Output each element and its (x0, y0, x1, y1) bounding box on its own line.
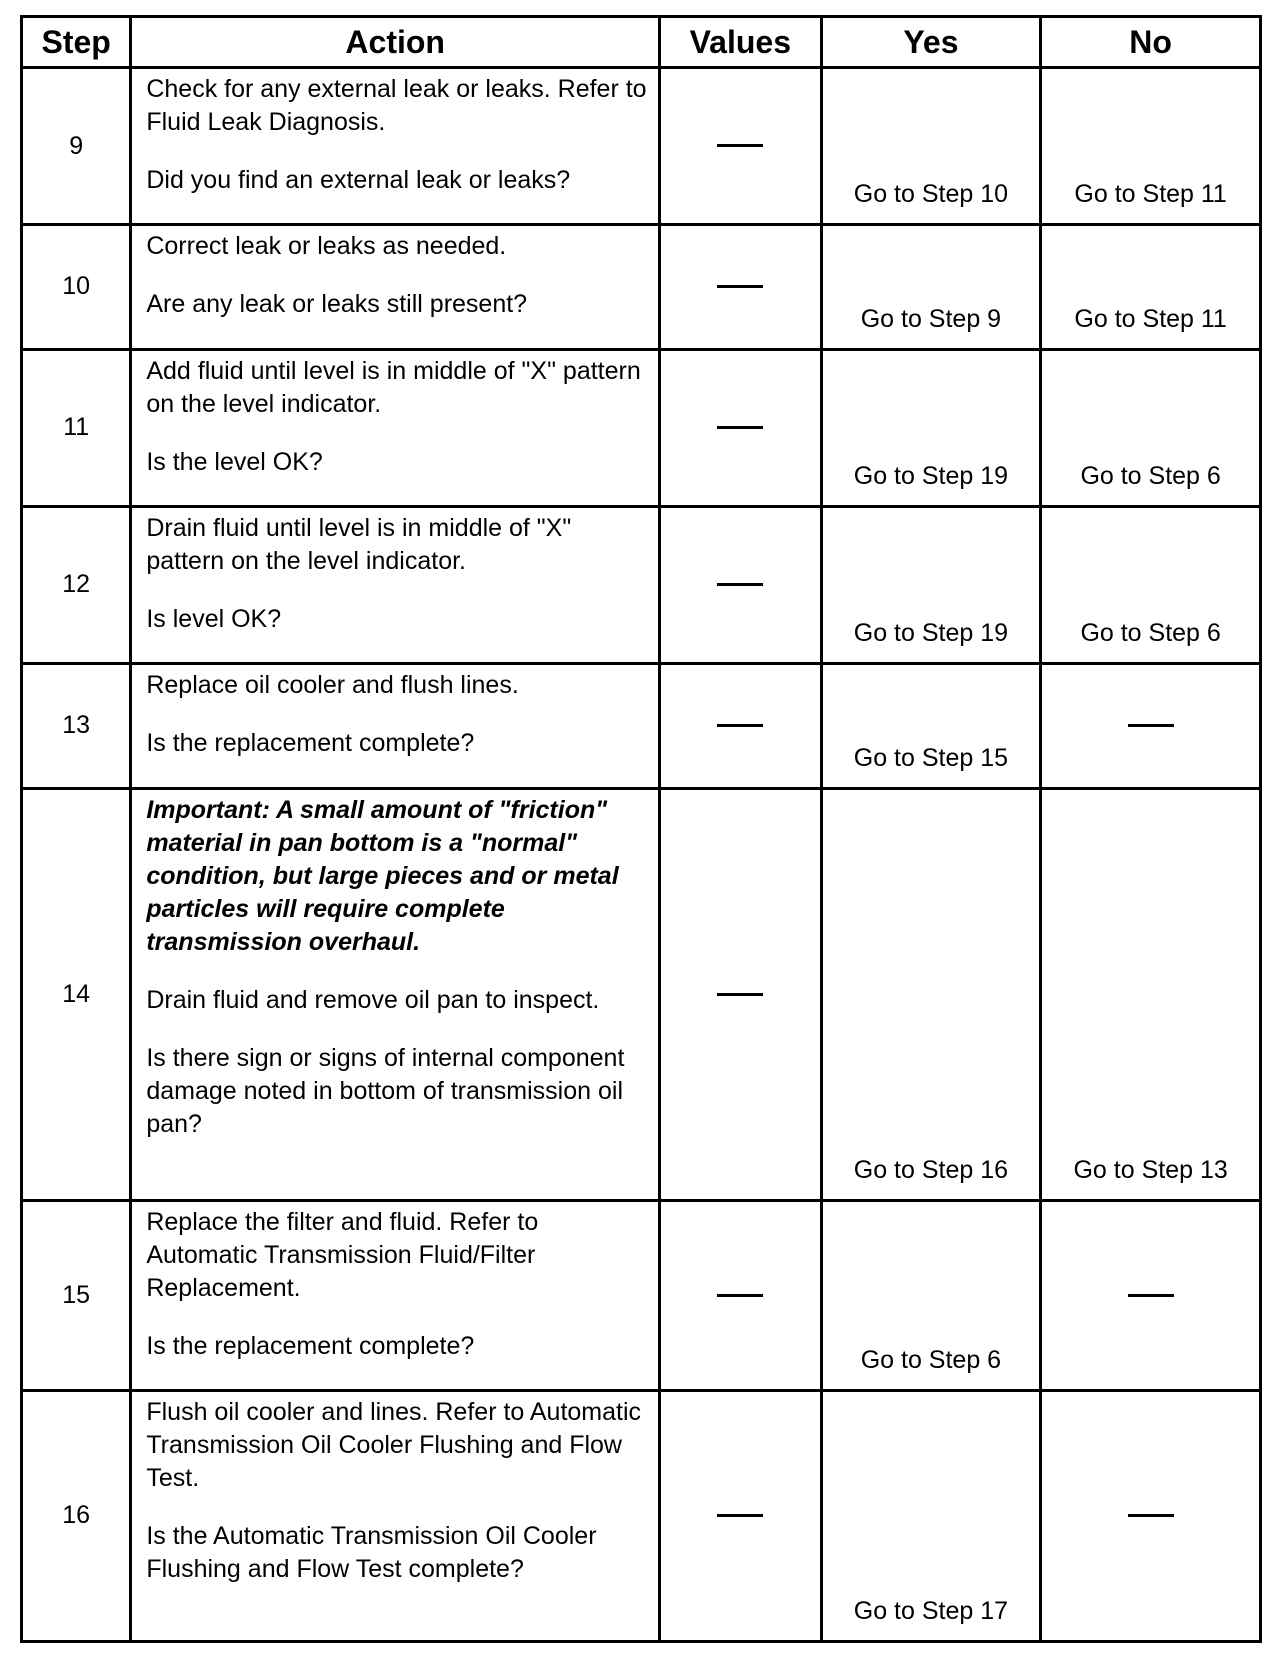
step-number: 13 (22, 664, 131, 788)
action-text: Drain fluid and remove oil pan to inspect. (146, 985, 600, 1014)
dash-mark (717, 1294, 763, 1297)
action-cell (131, 1201, 660, 1391)
table-row (22, 506, 1261, 663)
action-cell (131, 225, 660, 349)
table-row (22, 68, 1261, 225)
action-text: Check for any external leak or leaks. Refer to Fluid Leak Diagnosis. (146, 75, 647, 136)
no-cell: Go to Step 11 (1041, 68, 1261, 225)
yes-cell: Go to Step 16 (821, 788, 1041, 1200)
yes-cell: Go to Step 19 (821, 506, 1041, 663)
diagnostic-table (20, 15, 1262, 1643)
table-row (22, 1201, 1261, 1391)
header-action: Action (131, 17, 660, 68)
header-step: Step (22, 17, 131, 68)
action-text: Flush oil cooler and lines. Refer to Automatic Transmission Oil Cooler Flushing and Flow Test. (146, 1397, 642, 1492)
step-number: 15 (22, 1201, 131, 1391)
values-cell (660, 506, 822, 663)
action-cell (131, 68, 660, 225)
step-number: 12 (22, 506, 131, 663)
action-text: Did you find an external leak or leaks? (146, 166, 571, 194)
header-row (22, 17, 1261, 68)
yes-cell: Go to Step 19 (821, 349, 1041, 506)
dash-mark (717, 144, 763, 147)
action-text: Drain fluid until level is in middle of "X" pattern on the level indicator. (146, 513, 572, 575)
dash-mark (717, 724, 763, 727)
action-text: Is the level OK? (146, 447, 323, 476)
no-cell: Go to Step 6 (1041, 506, 1261, 663)
dash-mark (717, 1514, 763, 1517)
action-text: Is the replacement complete? (146, 1332, 475, 1361)
action-text: Is there sign or signs of internal component damage noted in bottom of transmission oil pan? (146, 1043, 625, 1138)
table-row (22, 1390, 1261, 1641)
no-cell: Go to Step 11 (1041, 225, 1261, 349)
values-cell (660, 225, 822, 349)
values-cell (660, 788, 822, 1200)
dash-mark (1128, 724, 1174, 727)
step-number: 16 (22, 1390, 131, 1641)
header-no: No (1041, 17, 1261, 68)
table-row (22, 664, 1261, 788)
dash-mark (717, 426, 763, 429)
yes-cell: Go to Step 6 (821, 1201, 1041, 1391)
action-text: Is the replacement complete? (146, 729, 475, 758)
no-cell (1041, 664, 1261, 788)
header-values: Values (660, 17, 822, 68)
dash-mark (717, 285, 763, 288)
no-cell: Go to Step 13 (1041, 788, 1261, 1200)
table-body (22, 68, 1261, 1642)
dash-mark (717, 583, 763, 586)
action-text: Replace the filter and fluid. Refer to Automatic Transmission Fluid/Filter Replacement. (146, 1208, 539, 1303)
values-cell (660, 68, 822, 225)
yes-cell: Go to Step 10 (821, 68, 1041, 225)
values-cell (660, 1390, 822, 1641)
no-cell (1041, 1201, 1261, 1391)
table-row (22, 788, 1261, 1200)
action-text: Are any leak or leaks still present? (146, 290, 528, 319)
yes-cell: Go to Step 9 (821, 225, 1041, 349)
action-cell (131, 349, 660, 506)
table-row (22, 225, 1261, 349)
no-cell: Go to Step 6 (1041, 349, 1261, 506)
no-cell (1041, 1390, 1261, 1641)
values-cell (660, 664, 822, 788)
dash-mark (1128, 1514, 1174, 1517)
step-number: 9 (22, 68, 131, 225)
values-cell (660, 349, 822, 506)
yes-cell: Go to Step 15 (821, 664, 1041, 788)
step-number: 10 (22, 225, 131, 349)
action-text: Correct leak or leaks as needed. (146, 232, 507, 261)
action-cell (131, 664, 660, 788)
action-text: Add fluid until level is in middle of "X" pattern on the level indicator. (146, 356, 641, 418)
step-number: 11 (22, 349, 131, 506)
important-note: Important: A small amount of "friction" material in pan bottom is a "normal" condition, but large pieces and or metal particles will require complete transmission overhaul. (146, 795, 619, 956)
yes-cell: Go to Step 17 (821, 1390, 1041, 1641)
step-number: 14 (22, 788, 131, 1200)
action-text: Is the Automatic Transmission Oil Cooler Flushing and Flow Test complete? (146, 1521, 597, 1583)
dash-mark (717, 993, 763, 996)
values-cell (660, 1201, 822, 1391)
action-text: Is level OK? (146, 604, 282, 633)
action-cell (131, 506, 660, 663)
header-yes: Yes (821, 17, 1041, 68)
action-cell (131, 788, 660, 1200)
action-text: Replace oil cooler and flush lines. (146, 671, 519, 700)
action-cell (131, 1390, 660, 1641)
dash-mark (1128, 1294, 1174, 1297)
table-row (22, 349, 1261, 506)
